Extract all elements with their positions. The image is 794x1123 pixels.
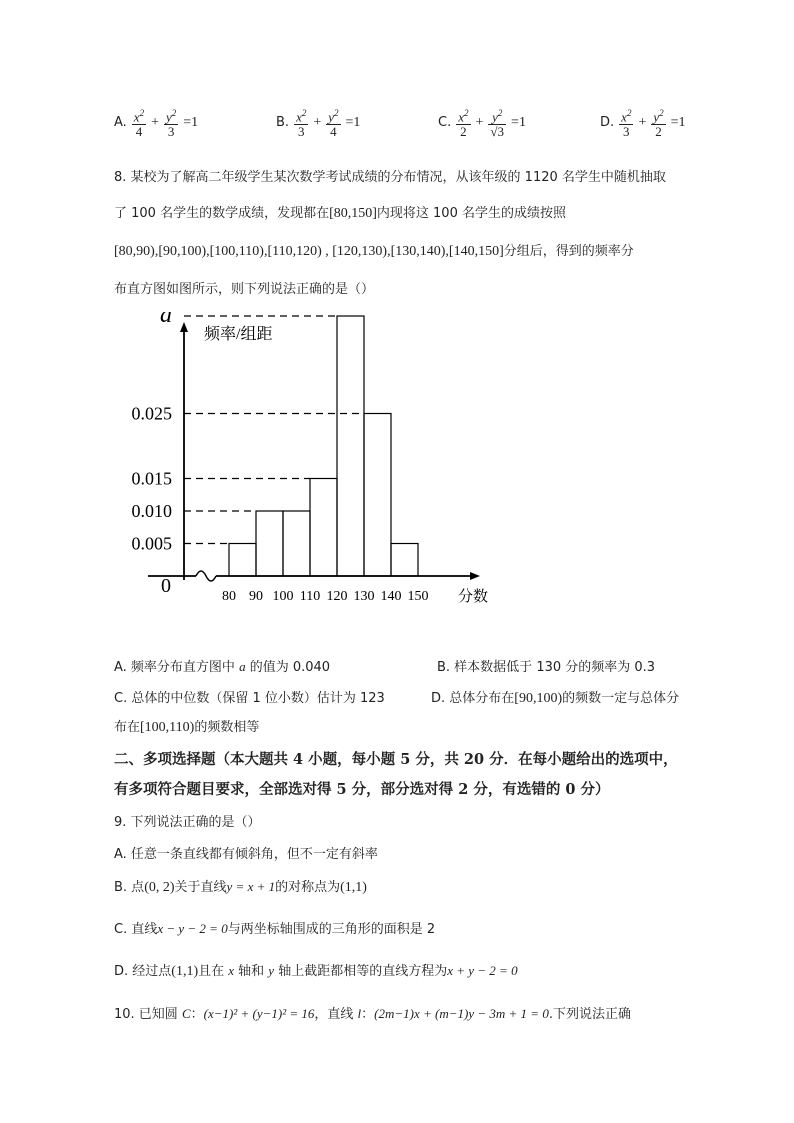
x-tick-label: 110 (299, 589, 321, 604)
origin-label: 0 (161, 575, 171, 597)
histogram-bar (337, 316, 364, 576)
q7-option-a: A. $\frac{x^2}{4}$ + $\frac{y^2}{3}$ =1 (114, 108, 199, 140)
q10-stem: 10. 已知圆 C：(x−1)² + (y−1)² = 16，直线 l：(2m−1)x + (m−1)y − 3m + 1 = 0.下列说法正确 (114, 1006, 631, 1022)
axis-break (196, 571, 216, 581)
x-tick-label: 120 (326, 589, 348, 604)
q8-option-c: C. 总体的中位数（保留 1 位小数）估计为 123 (114, 691, 385, 706)
x-tick-label: 90 (249, 589, 263, 604)
q8-option-d-cont: 布在[100,110)的频数相等 (114, 720, 260, 735)
x-axis-title: 分数 (458, 589, 489, 605)
q9-option-c: C. 直线x − y − 2 = 0与两坐标轴围成的三角形的面积是 2 (114, 921, 436, 937)
fraction: $\frac{y^2}{4}$ (328, 108, 339, 140)
q9-option-a: A. 任意一条直线都有倾斜角，但不一定有斜率 (114, 847, 378, 862)
x-tick-label: 140 (380, 589, 402, 604)
x-tick-label: 100 (272, 589, 294, 604)
fraction: $\frac{x^2}{3}$ (296, 108, 307, 140)
q9-stem: 9. 下列说法正确的是（） (114, 815, 261, 830)
histogram-bar (310, 479, 337, 577)
option-label: B. (276, 115, 290, 131)
q7-option-b: B. $\frac{x^2}{3}$ + $\frac{y^2}{4}$ =1 (276, 108, 361, 140)
fraction: $\frac{y^2}{√3}$ (490, 108, 505, 140)
q8-option-d: D. 总体分布在[90,100)的频数一定与总体分 (431, 691, 680, 706)
fraction: $\frac{y^2}{2}$ (653, 108, 664, 140)
section2-heading-line2: 有多项符合题目要求，全部选对得 5 分，部分选对得 2 分，有选错的 0 分） (114, 781, 610, 798)
q8-option-a: A. 频率分布直方图中 a 的值为 0.040 (114, 659, 331, 675)
x-tick-label: 150 (407, 589, 429, 604)
fraction: $\frac{x^2}{4}$ (133, 108, 145, 140)
histogram-bar (364, 414, 391, 577)
q8-line1: 8. 某校为了解高二年级学生某次数学考试成绩的分布情况，从该年级的 1120 名学生中随机抽取 (114, 170, 666, 185)
fraction: $\frac{y^2}{3}$ (165, 108, 177, 140)
fraction: $\frac{x^2}{2}$ (458, 108, 469, 140)
q8-line3: [80,90),[90,100),[100,110),[110,120) , [120,130),[130,140),[140,150]分组后，得到的频率分 (114, 244, 634, 259)
option-label: D. (600, 115, 615, 131)
q8-option-b: B. 样本数据低于 130 分的频率为 0.3 (437, 660, 656, 675)
option-label: A. (114, 115, 127, 131)
y-tick-label: 0.010 (131, 501, 172, 521)
x-tick-label: 130 (353, 589, 375, 604)
histogram-bar (256, 511, 283, 576)
frequency-histogram (110, 312, 510, 612)
y-tick-label: a (160, 312, 172, 328)
section2-heading-line1: 二、多项选择题（本大题共 4 小题，每小题 5 分，共 20 分．在每小题给出的选项中， (114, 751, 678, 768)
q8-line4: 布直方图如图所示，则下列说法正确的是（） (114, 282, 375, 297)
histogram-bar (229, 544, 256, 577)
x-tick-label: 80 (222, 589, 236, 604)
y-axis-title: 频率/组距 (204, 326, 273, 343)
y-tick-label: 0.015 (131, 468, 172, 489)
q8-line2: 了 100 名学生的数学成绩，发现都在[80,150]内现将这 100 名学生的成绩按照 (114, 206, 566, 221)
option-label: C. (438, 115, 452, 131)
q9-option-d: D. 经过点(1,1)且在 x 轴和 y 轴上截距都相等的直线方程为x + y − 2 = 0 (114, 963, 518, 979)
q7-option-d: D. $\frac{x^2}{3}$ + $\frac{y^2}{2}$ =1 (600, 108, 686, 140)
q7-option-c: C. $\frac{x^2}{2}$ + $\frac{y^2}{√3}$ =1 (438, 108, 526, 140)
histogram-bar (391, 544, 418, 577)
y-tick-label: 0.005 (131, 533, 172, 554)
y-axis-arrow (180, 322, 188, 332)
fraction: $\frac{x^2}{3}$ (621, 108, 632, 140)
q9-option-b: B. 点(0, 2)关于直线y = x + 1的对称点为(1,1) (114, 879, 367, 895)
y-tick-label: 0.025 (131, 403, 172, 424)
histogram-bar (283, 511, 310, 576)
x-axis-arrow (470, 572, 480, 580)
